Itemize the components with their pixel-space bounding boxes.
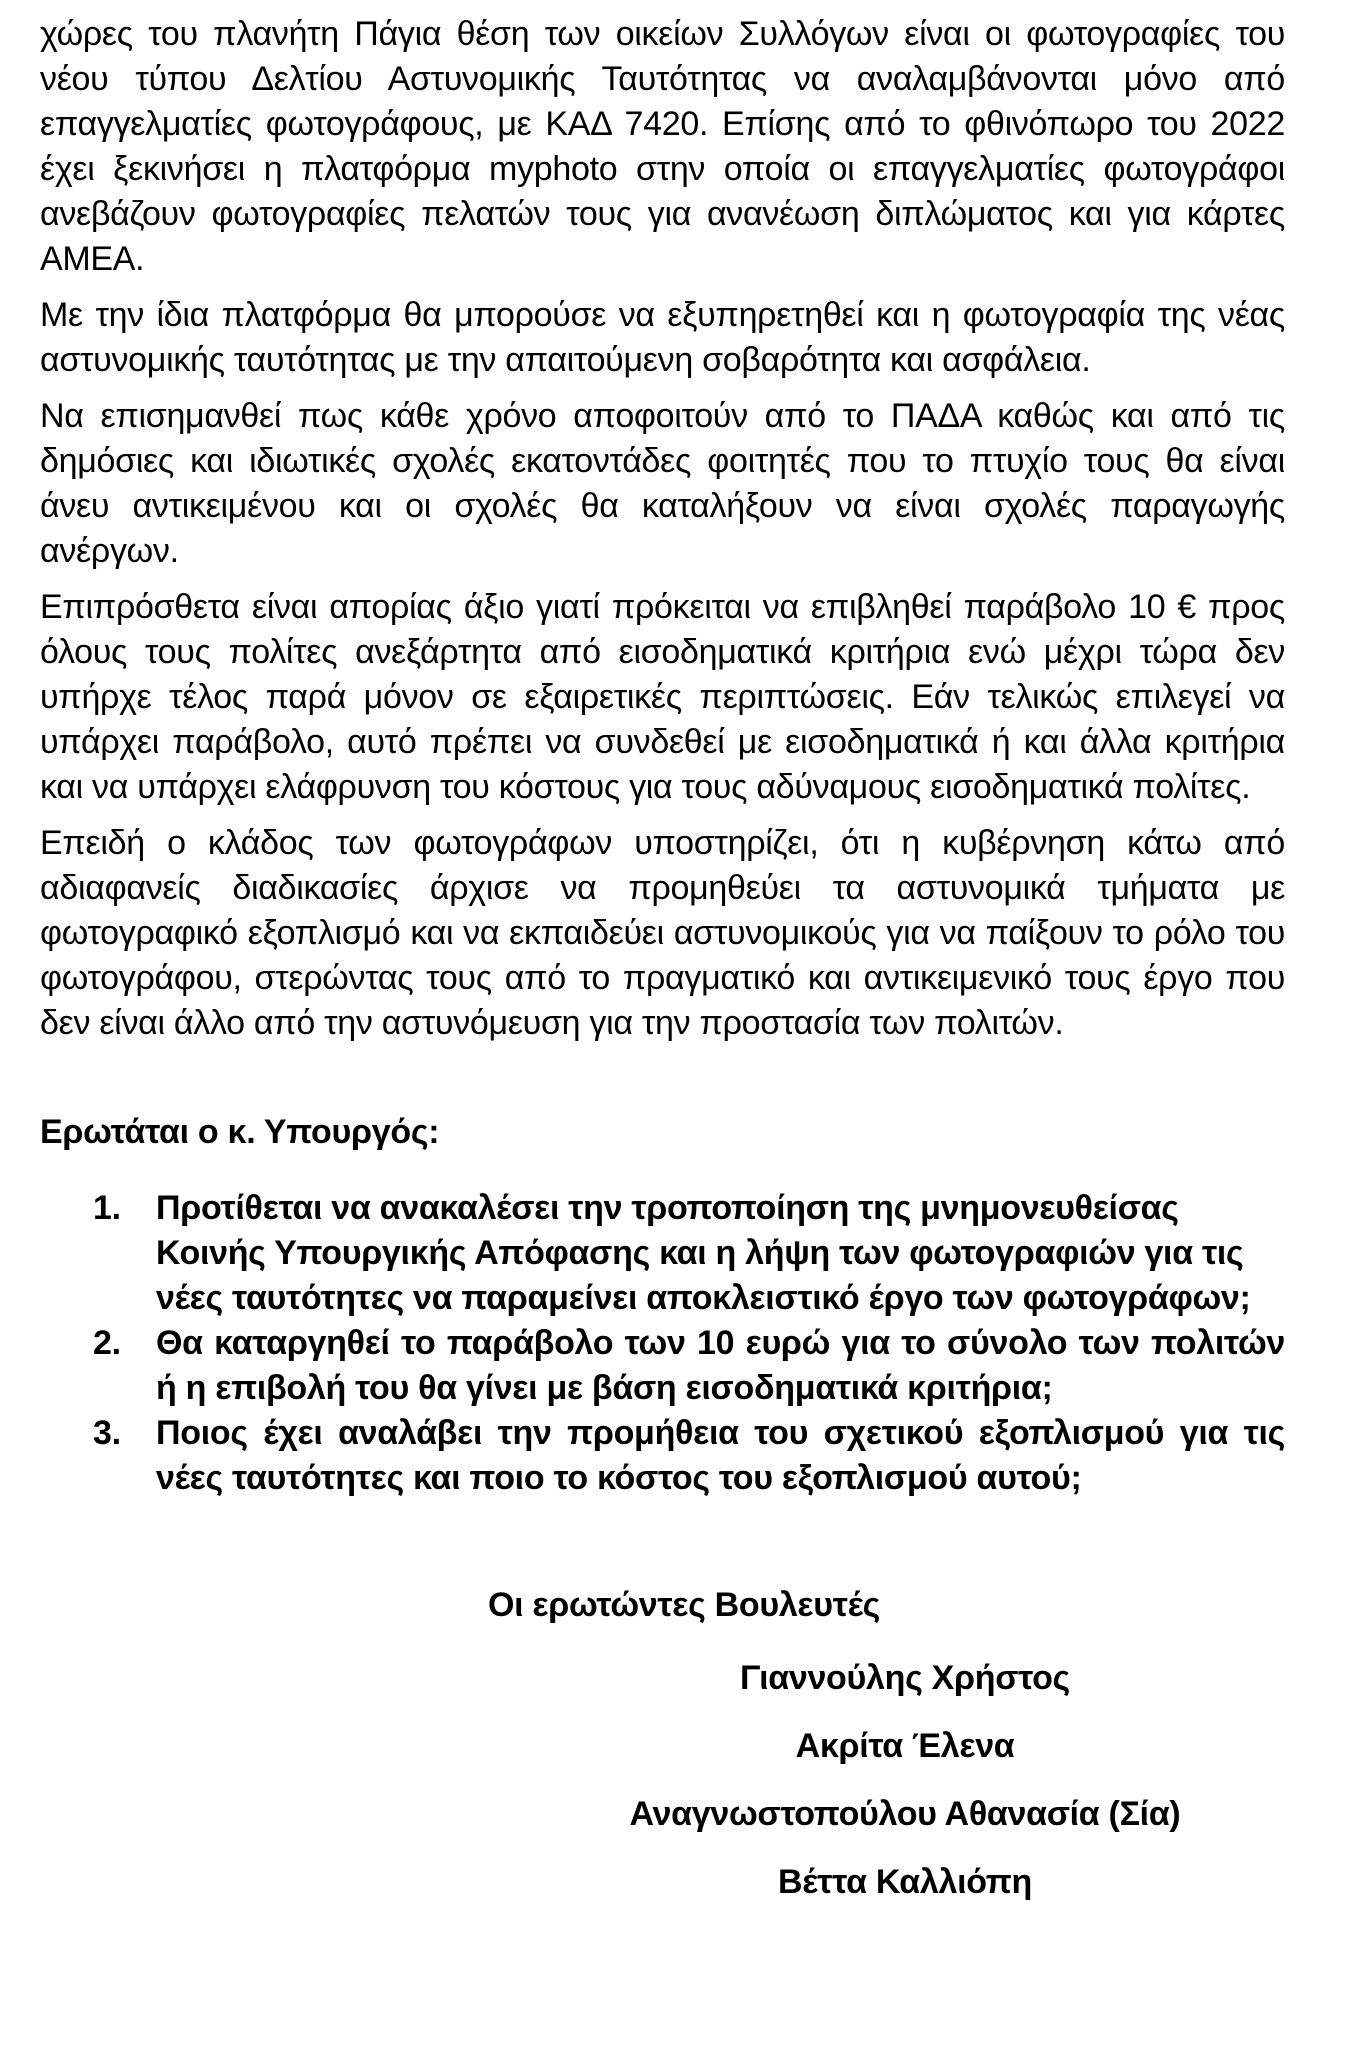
question-item-2	[40, 1321, 1285, 1411]
question-number: 2.	[93, 1324, 121, 1362]
question-item-1	[40, 1186, 1285, 1321]
signatory-name-3: Αναγνωστοπούλου Αθανασία (Σία)	[629, 1795, 1181, 1833]
signatories-heading: Οι ερωτώντες Βουλευτές	[487, 1586, 881, 1624]
question-text: Θα καταργηθεί το παράβολο των 10 ευρώ για το σύνολο των πολιτών ή η επιβολή του θα γίνει με βάση εισοδηματικά κριτήρια;	[156, 1324, 1285, 1407]
body-paragraph-4: Επιπρόσθετα είναι απορίας άξιο γιατί πρόκειται να επιβληθεί παράβολο 10 € προς όλους τους πολίτες ανεξάρτητα από εισοδηματικά κριτήρια ενώ μέχρι τώρα δεν υπήρχε τέλος παρά μόνον σε εξαιρετικές περιπτώσεις. Εάν τελικώς επιλεγεί να υπάρχει παράβολο, αυτό πρέπει να συνδεθεί με εισοδηματικά ή και άλλα κριτήρια και να υπάρχει ελάφρυνση του κόστους για τους αδύναμους εισοδηματικά πολίτες.	[40, 588, 1285, 806]
body-paragraph-1: χώρες του πλανήτη Πάγια θέση των οικείων Συλλόγων είναι οι φωτογραφίες του νέου τύπου Δελτίου Αστυνομικής Ταυτότητας να αναλαμβάνονται μόνο από επαγγελματίες φωτογράφους, με ΚΑΔ 7420. Επίσης από το φθινόπωρο του 2022 έχει ξεκινήσει η πλατφόρμα myphoto στην οποία οι επαγγελματίες φωτογράφοι ανεβάζουν φωτογραφίες πελατών τους για ανανέωση διπλώματος και για κάρτες ΑΜΕΑ.	[40, 15, 1285, 278]
body-paragraph-2: Με την ίδια πλατφόρμα θα μπορούσε να εξυπηρετηθεί και η φωτογραφία της νέας αστυνομικής ταυτότητας με την απαιτούμενη σοβαρότητα και ασφάλεια.	[40, 296, 1285, 379]
question-item-3	[40, 1411, 1285, 1501]
signatory-name-2: Ακρίτα Έλενα	[795, 1727, 1015, 1765]
question-number: 1.	[93, 1189, 121, 1227]
question-text: Προτίθεται να ανακαλέσει την τροποποίηση της μνημονευθείσας Κοινής Υπουργικής Απόφασης και η λήψη των φωτογραφιών για τις νέες ταυτότητες να παραμείνει αποκλειστικό έργο των φωτογράφων;	[156, 1189, 1251, 1317]
questions-heading: Ερωτάται ο κ. Υπουργός:	[40, 1113, 440, 1151]
question-text: Ποιος έχει αναλάβει την προμήθεια του σχετικού εξοπλισμού για τις νέες ταυτότητες και ποιο το κόστος του εξοπλισμού αυτού;	[156, 1414, 1285, 1497]
signatory-name-1: Γιαννούλης Χρήστος	[740, 1659, 1070, 1697]
question-number: 3.	[93, 1414, 121, 1452]
questions-list	[40, 1186, 1285, 1501]
signatory-name-4: Βέττα Καλλιόπη	[777, 1863, 1032, 1901]
body-paragraph-5: Επειδή ο κλάδος των φωτογράφων υποστηρίζει, ότι η κυβέρνηση κάτω από αδιαφανείς διαδικασίες άρχισε να προμηθεύει τα αστυνομικά τμήματα με φωτογραφικό εξοπλισμό και να εκπαιδεύει αστυνομικούς για να παίξουν το ρόλο του φωτογράφου, στερώντας τους από το πραγματικό και αντικειμενικό τους έργο που δεν είναι άλλο από την αστυνόμευση για την προστασία των πολιτών.	[40, 824, 1285, 1042]
signatories-list	[0, 1656, 1368, 1905]
body-paragraph-3: Να επισημανθεί πως κάθε χρόνο αποφοιτούν από το ΠΑΔΑ καθώς και από τις δημόσιες και ιδιωτικές σχολές εκατοντάδες φοιτητές που το πτυχίο τους θα είναι άνευ αντικειμένου και οι σχολές θα καταλήξουν να είναι σχολές παραγωγής ανέργων.	[40, 397, 1285, 570]
